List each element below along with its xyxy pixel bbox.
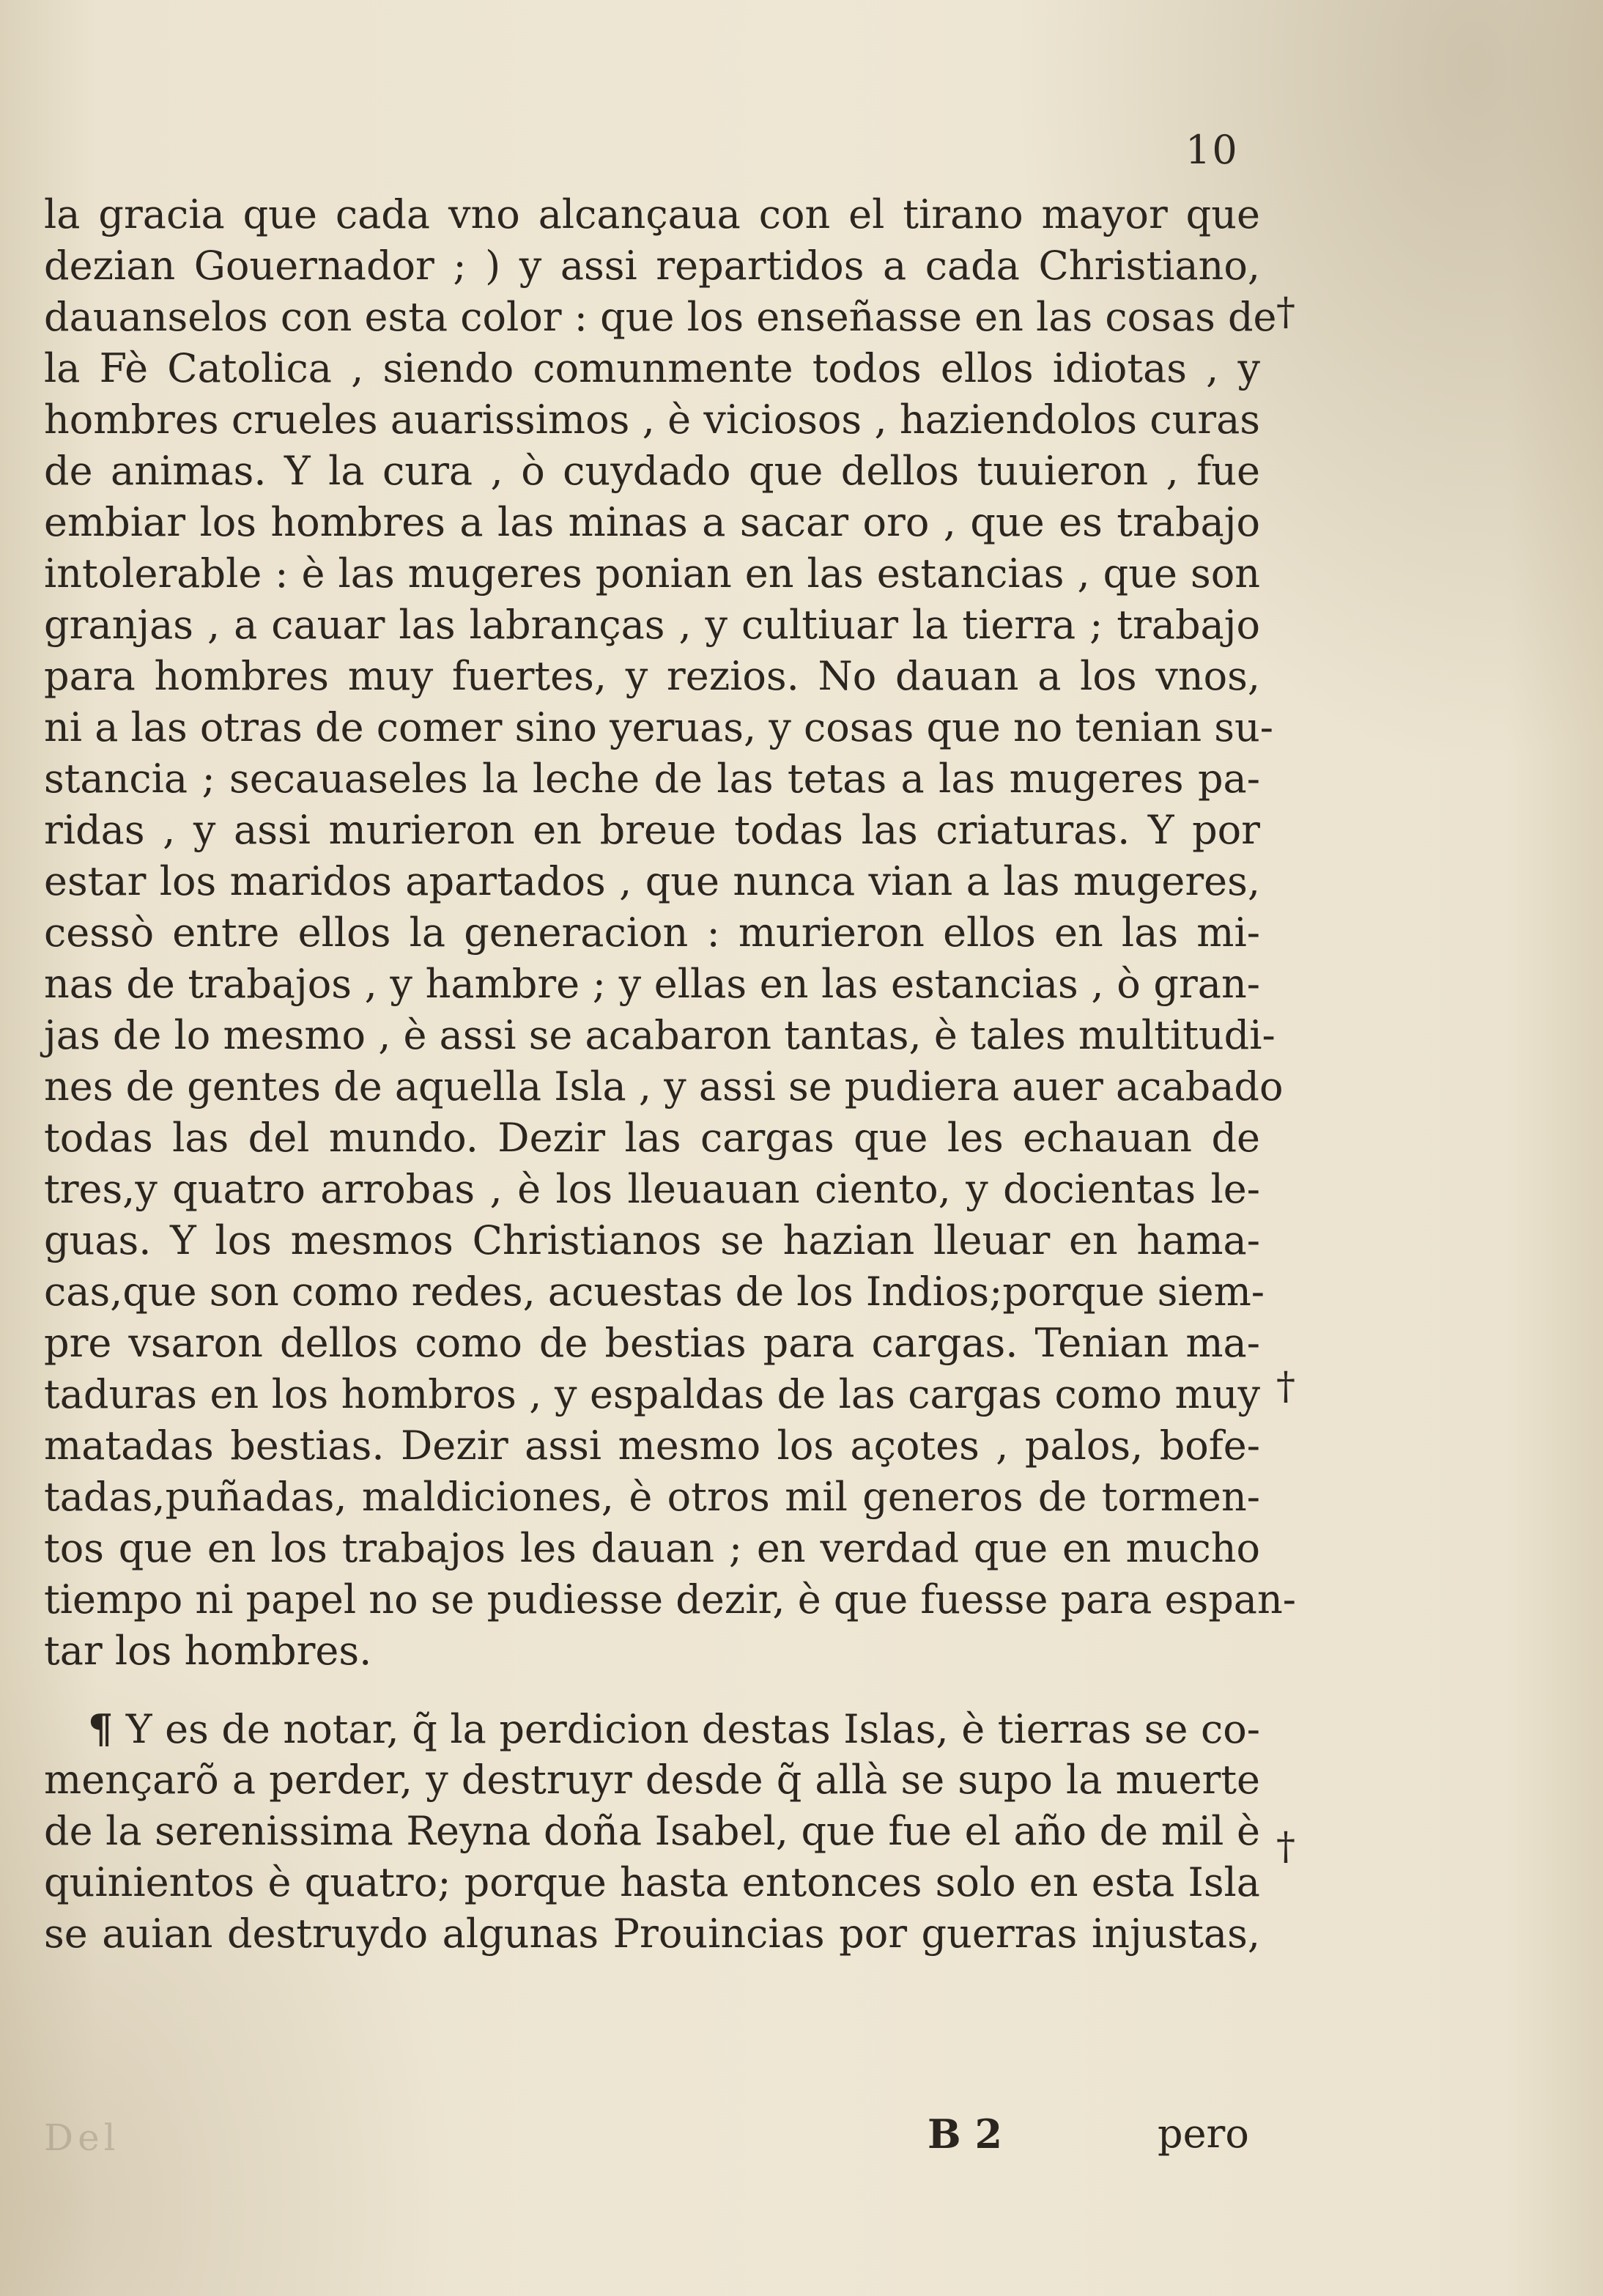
show-through-text: Del (44, 2116, 120, 2159)
text-line: matadas bestias. Dezir assi mesmo los açotes , palos, bofe- (44, 1422, 1260, 1469)
paragraph-first-line (44, 1703, 1260, 1754)
text-line: intolerable : è las mugeres ponian en las estancias , que son (44, 550, 1260, 597)
marginal-dagger-mark: † (1276, 1365, 1295, 1409)
marginal-dagger-mark: † (1276, 1825, 1295, 1869)
page-number: 10 (1185, 127, 1239, 173)
text-line: la gracia que cada vno alcançaua con el tirano mayor que (44, 191, 1260, 237)
text-line: nas de trabajos , y hambre ; y ellas en las estancias , ò gran- (44, 961, 1260, 1007)
text-line: cessò entre ellos la generacion : murieron ellos en las mi- (44, 909, 1260, 956)
text-line: granjas , a cauar las labranças , y cultiuar la tierra ; trabajo (44, 602, 1260, 648)
text-line: tres,y quatro arrobas , è los lleuauan ciento, y docientas le- (44, 1166, 1260, 1212)
text-line: hombres crueles auarissimos , è viciosos , haziendolos curas (44, 396, 1260, 443)
text-line: mençarõ a perder, y destruyr desde q̃ allà se supo la muerte (44, 1757, 1260, 1803)
text-line: estar los maridos apartados , que nunca vian a las mugeres, (44, 858, 1260, 904)
marginal-dagger-mark: † (1276, 290, 1295, 334)
body-text (44, 189, 1296, 1960)
text-line: para hombres muy fuertes, y rezios. No dauan a los vnos, (44, 653, 1260, 699)
text-line: dauanselos con esta color : que los enseñasse en las cosas de (44, 294, 1277, 340)
text-line: taduras en los hombros , y espaldas de las cargas como muy (44, 1371, 1260, 1417)
text-line: nes de gentes de aquella Isla , y assi se pudiera auer acabado (44, 1063, 1284, 1110)
text-line: tadas,puñadas, maldiciones, è otros mil generos de tormen- (44, 1474, 1260, 1520)
text-line: guas. Y los mesmos Christianos se hazian lleuar en hama- (44, 1217, 1260, 1263)
paragraph-text: Y es de notar, q̃ la perdicion destas Islas, è tierras se co- (125, 1706, 1260, 1752)
text-line: tiempo ni papel no se pudiesse dezir, è que fuesse para espan- (44, 1576, 1296, 1623)
page-footer (44, 2111, 1260, 2169)
text-line: pre vsaron dellos como de bestias para cargas. Tenian ma- (44, 1320, 1260, 1366)
text-line: la Fè Catolica , siendo comunmente todos ellos idiotas , y (44, 345, 1260, 391)
text-line: stancia ; secauaseles la leche de las tetas a las mugeres pa- (44, 756, 1260, 802)
text-line: se auian destruydo algunas Prouincias por guerras injustas, (44, 1911, 1260, 1957)
pilcrow-mark: ¶ (88, 1705, 114, 1752)
signature-mark: B 2 (928, 2111, 1003, 2157)
text-line: tar los hombres. (44, 1628, 372, 1674)
text-line: quinientos è quatro; porque hasta entonces solo en esta Isla (44, 1859, 1260, 1905)
text-line: embiar los hombres a las minas a sacar oro , que es trabajo (44, 499, 1260, 545)
text-line: dezian Gouernador ; ) y assi repartidos a cada Christiano, (44, 243, 1260, 289)
text-line: de animas. Y la cura , ò cuydado que dellos tuuieron , fue (44, 448, 1260, 494)
text-line: ni a las otras de comer sino yeruas, y cosas que no tenian su- (44, 704, 1274, 750)
catchword: pero (1158, 2111, 1249, 2157)
text-line: tos que en los trabajos les dauan ; en verdad que en mucho (44, 1525, 1260, 1571)
text-line: de la serenissima Reyna doña Isabel, que fue el año de mil è (44, 1808, 1260, 1854)
text-line: cas,que son como redes, acuestas de los Indios;porque siem- (44, 1269, 1265, 1315)
text-line: jas de lo mesmo , è assi se acabaron tantas, è tales multitudi- (44, 1012, 1276, 1058)
text-line: ridas , y assi murieron en breue todas las criaturas. Y por (44, 807, 1260, 853)
text-line: todas las del mundo. Dezir las cargas que les echauan de (44, 1115, 1260, 1161)
